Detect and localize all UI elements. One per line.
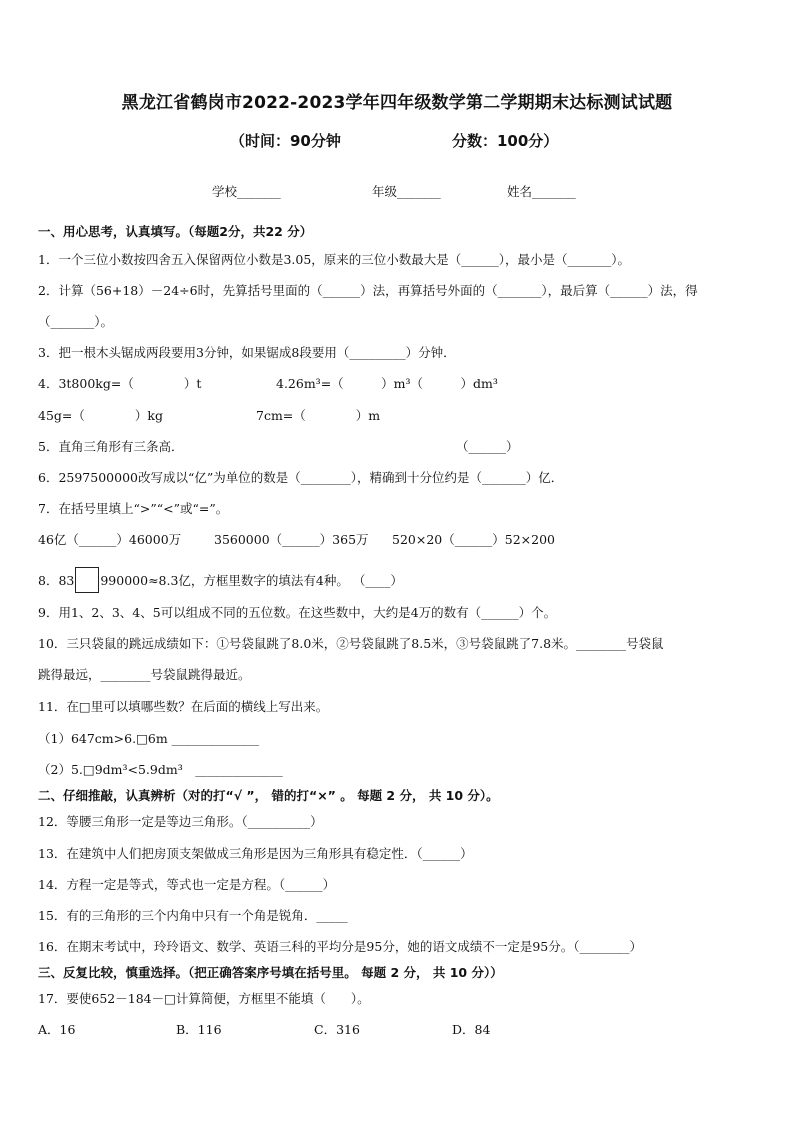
question-2: 2．计算（56+18）－24÷6时，先算括号里面的（______）法，再算括号外面的（_______），最后算（______）法，得 [38, 283, 698, 298]
question-16: 16．在期末考试中，玲玲语文、数学、英语三科的平均分是95分，她的语文成绩不一定是95分。（________） [38, 939, 642, 954]
question-5: 5．直角三角形有三条高． [38, 439, 184, 454]
question-7a: 46亿（______）46000万 [38, 532, 182, 547]
question-8-suffix: 990000≈8.3亿，方框里数字的填法有4种。 （____） [100, 573, 403, 588]
question-11: 11．在□里可以填哪些数？在后面的横线上写出来。 [38, 699, 329, 714]
question-15: 15．有的三角形的三个内角中只有一个角是锐角．_____ [38, 908, 348, 923]
question-10: 10．三只袋鼠的跳远成绩如下：①号袋鼠跳了8.0米，②号袋鼠跳了8.5米，③号袋鼠跳了7.8米。________号袋鼠 [38, 636, 664, 651]
question-2-cont: （_______）。 [38, 314, 114, 329]
question-12: 12．等腰三角形一定是等边三角形。（__________） [38, 814, 323, 829]
grade-field: 年级_______ [372, 184, 441, 199]
question-7: 7．在括号里填上“>”“<”或“=”。 [38, 501, 229, 516]
name-field: 姓名_______ [507, 184, 576, 199]
question-4a: 4．3t800kg=（ ）t [38, 376, 202, 391]
section-2-heading: 二、仔细推敲，认真辨析（对的打“√ ”， 错的打“×” 。 每题 2 分， 共 10 分）。 [38, 788, 499, 803]
question-7c: 520×20（______）52×200 [392, 532, 555, 547]
question-5-answer: （______） [456, 439, 519, 454]
question-4d: 7cm=（ ）m [256, 408, 381, 423]
option-c: C．316 [314, 1022, 360, 1037]
question-11-part2: （2）5.□9dm³<5.9dm³ ______________ [38, 762, 283, 777]
digit-box [75, 567, 99, 593]
question-4b: 4.26m³=（ ）m³（ ）dm³ [276, 376, 498, 391]
question-17: 17．要使652－184－□计算简便，方框里不能填（ ）。 [38, 991, 370, 1006]
option-a: A．16 [38, 1022, 76, 1037]
section-3-heading: 三、反复比较，慎重选择。（把正确答案序号填在括号里。 每题 2 分， 共 10 分）） [38, 965, 503, 980]
question-9: 9．用1、2、3、4、5可以组成不同的五位数。在这些数中，大约是4万的数有（______）个。 [38, 605, 557, 620]
question-7b: 3560000（______）365万 [214, 532, 369, 547]
question-10-cont: 跳得最远，________号袋鼠跳得最近。 [38, 667, 251, 682]
question-4c: 45g=（ ）kg [38, 408, 163, 423]
question-11-part1: （1）647cm>6.□6m ______________ [38, 731, 260, 746]
question-3: 3．把一根木头锯成两段要用3分钟，如果锯成8段要用（_________）分钟． [38, 345, 456, 360]
question-14: 14．方程一定是等式，等式也一定是方程。（______） [38, 877, 336, 892]
score-label: 分数：100分） [452, 132, 559, 150]
option-d: D．84 [452, 1022, 491, 1037]
section-1-heading: 一、用心思考，认真填写。（每题2分，共22 分） [38, 224, 313, 239]
option-b: B．116 [176, 1022, 222, 1037]
question-6: 6．2597500000改写成以“亿”为单位的数是（________），精确到十分位约是（_______）亿． [38, 470, 564, 485]
school-field: 学校_______ [212, 184, 281, 199]
question-8-prefix: 8．83 [38, 573, 75, 588]
page-title: 黑龙江省鹤岗市2022-2023学年四年级数学第二学期期末达标测试试题 [121, 93, 673, 113]
time-label: （时间：90分钟 [230, 132, 341, 150]
question-13: 13．在建筑中人们把房顶支架做成三角形是因为三角形具有稳定性．（______） [38, 846, 473, 861]
question-1: 1．一个三位小数按四舍五入保留两位小数是3.05，原来的三位小数最大是（______），最小是（_______）。 [38, 252, 631, 267]
question-8 [38, 567, 403, 593]
